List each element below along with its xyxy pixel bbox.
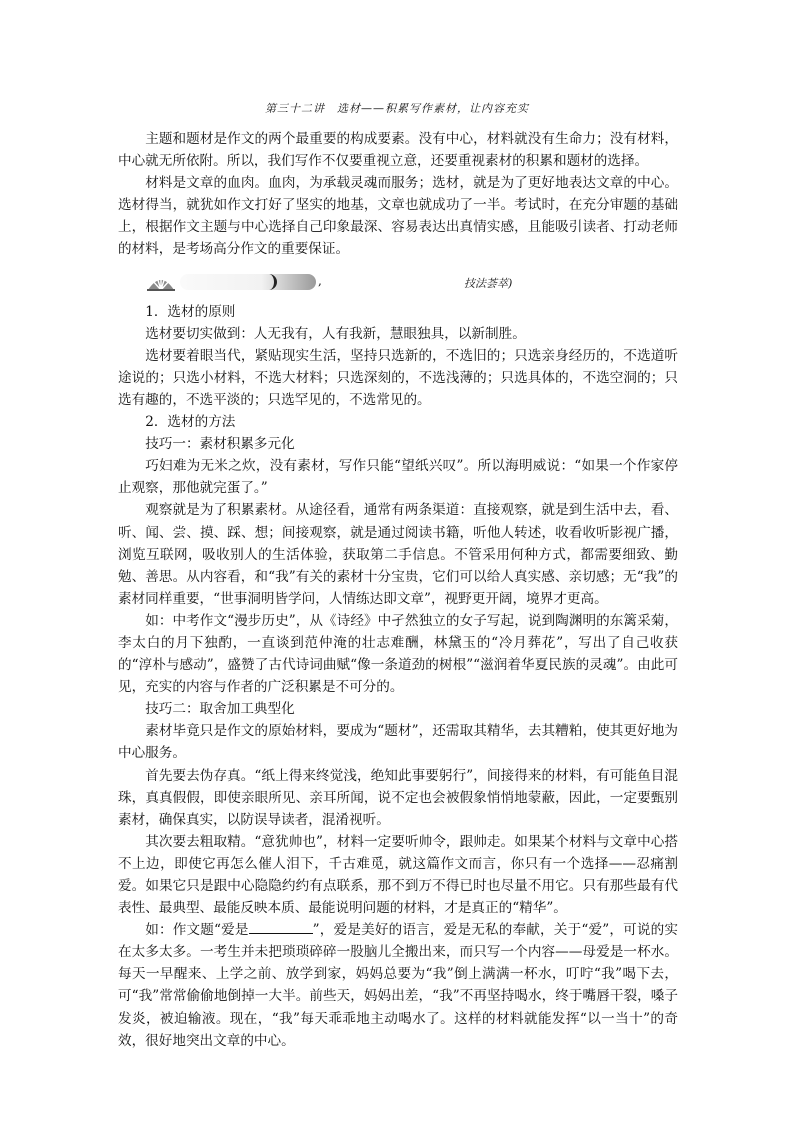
article-body <box>118 128 678 1052</box>
paragraph: 选材要切实做到：人无我有，人有我新，慧眼独具，以新制胜。 <box>145 325 526 342</box>
fill-blank <box>249 921 313 934</box>
paragraph: 首先要去伪存真。“纸上得来终觉浅，绝知此事要躬行”，间接得来的材料，有可能鱼目混珠，真真假假，即使亲眼所见、亲耳所闻，说不定也会被假象悄悄地蒙蔽，因此，一定要甄别素材，确保真实，以防误导读者，混淆视听。 <box>118 767 678 828</box>
paragraph-text: 如：作文题“爱是 <box>145 922 249 939</box>
section-heading: 2．选材的方法 <box>145 414 236 431</box>
banner-pill-cap <box>263 274 277 290</box>
paragraph: 素材毕竟只是作文的原始材料，要成为“题材”，还需取其精华，去其糟粕，使其更好地为中心服务。 <box>118 723 678 762</box>
shell-icon <box>146 272 176 292</box>
intro-paragraph: 材料是文章的血肉。血肉，为承载灵魂而服务；选材，就是为了更好地表达文章的中心。选材得当，就犹如作文打好了坚实的地基，文章也就成功了一半。考试时，在充分审题的基础上，根据作文主题与中心选择自己印象最深、容易表达出真情实感，且能吸引读者、打动老师的材料，是考场高分作文的重要保证。 <box>118 175 678 258</box>
paragraph-text: ”，爱是美好的语言，爱是无私的奉献，关于“爱”，可说的实在太多太多。一考生并未把琐琐碎碎一股脑儿全搬出来，而只写一个内容——母爱是一杯水。每天一早醒来、上学之前、放学到家，妈妈总要为“我”倒上满满一杯水，叮咛“我”喝下去，可“我”常常偷偷地倒掉一大半。前些天，妈妈出差，“我”不再坚持喝水，终于嘴唇干裂，嗓子发炎，被迫输液。现在，“我”每天乖乖地主动喝水了。这样的材料就能发挥“以一当十”的奇效，很好地突出文章的中心。 <box>118 922 678 1049</box>
page-header: 第三十二讲 选材——积累写作素材，让内容充实 <box>265 102 529 115</box>
paragraph: 巧妇难为无米之炊，没有素材，写作只能“望纸兴叹”。所以海明威说：“如果一个作家停止观察，那他就完蛋了。” <box>118 458 678 497</box>
paragraph: 观察就是为了积累素材。从途径看，通常有两条渠道：直接观察，就是到生活中去，看、听、闻、尝、摸、踩、想；间接观察，就是通过阅读书籍，听他人转述，收看收听影视广播，浏览互联网，吸收别人的生活体验，获取第二手信息。不管采用何种方式，都需要细致、勤勉、善思。从内容看，和“我”有关的素材十分宝贵，它们可以给人真实感、亲切感；无“我”的素材同样重要，“世事洞明皆学问，人情练达即文章”，视野更开阔，境界才更高。 <box>118 502 678 607</box>
paragraph <box>118 919 678 1052</box>
section-banner <box>118 270 678 294</box>
paragraph: 选材要着眼当代，紧贴现实生活，坚持只选新的，不选旧的；只选亲身经历的，不选道听途说的；只选小材料，不选大材料；只选深刻的，不选浅薄的；只选具体的，不选空洞的；只选有趣的，不选平淡的；只选罕见的，不选常见的。 <box>118 347 678 408</box>
banner-pill <box>180 274 316 290</box>
subheading: 技巧一：素材积累多元化 <box>145 436 295 453</box>
banner-label: 技法荟萃) <box>464 276 513 290</box>
section-heading: 1．选材的原则 <box>145 303 236 320</box>
subheading: 技巧二：取舍加工典型化 <box>145 701 295 718</box>
paragraph: 其次要去粗取精。“意犹帅也”，材料一定要听帅令，跟帅走。如果某个材料与文章中心搭不上边，即使它再怎么催人泪下，千古难觅，就这篇作文而言，你只有一个选择——忍痛割爱。如果它只是跟中心隐隐约约有点联系，那不到万不得已时也尽量不用它。只有那些最有代表性、最典型、最能反映本质、最能说明问题的材料，才是真正的“精华”。 <box>118 833 678 917</box>
paragraph: 如：中考作文“漫步历史”，从《诗经》中孑然独立的女子写起，说到陶渊明的东篱采菊，李太白的月下独酌，一直谈到范仲淹的壮志难酬，林黛玉的“冷月葬花”，写出了自己收获的“淳朴与感动”，盛赞了古代诗词曲赋“像一条道劲的树根”“滋润着华夏民族的灵魂”。由此可见，充实的内容与作者的广泛积累是不可分的。 <box>118 612 678 696</box>
intro-paragraph: 主题和题材是作文的两个最重要的构成要素。没有中心，材料就没有生命力；没有材料，中心就无所依附。所以，我们写作不仅要重视立意，还要重视素材的积累和题材的选择。 <box>118 131 678 170</box>
banner-comma: , <box>318 273 322 288</box>
